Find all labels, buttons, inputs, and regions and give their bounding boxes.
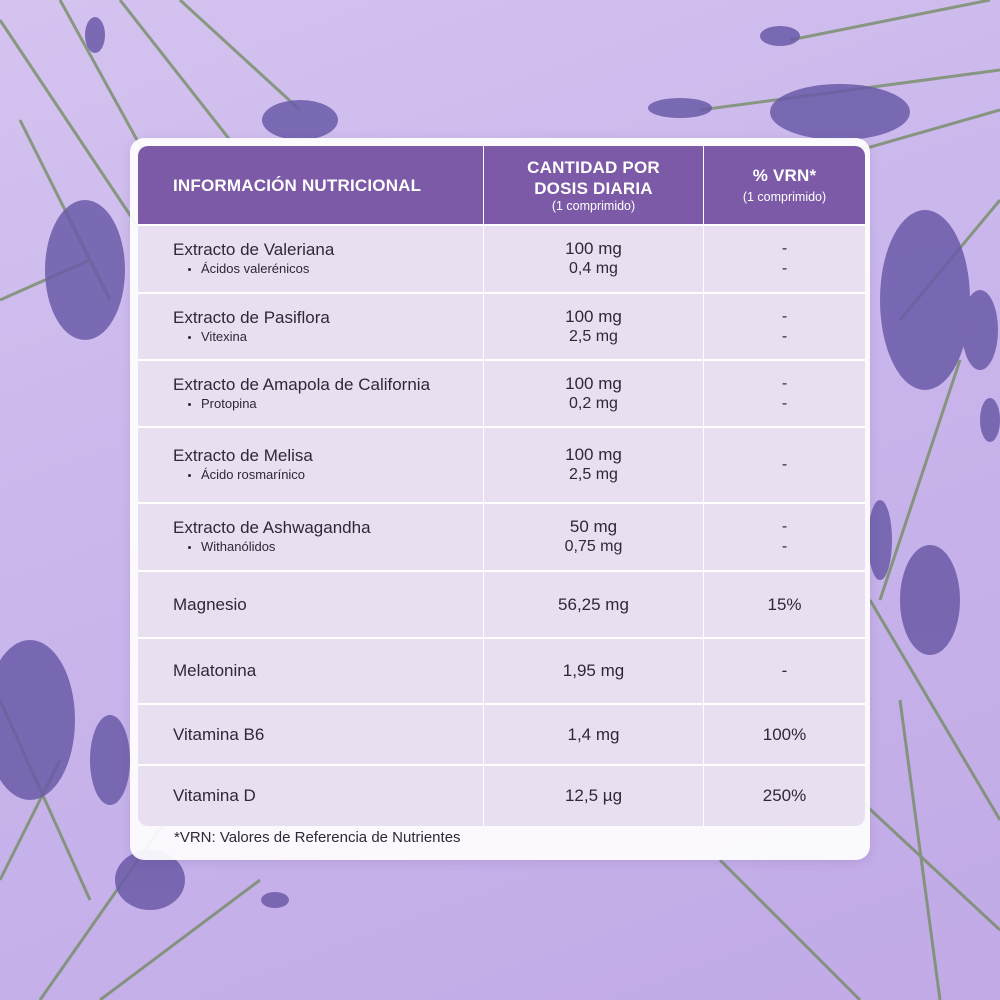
vrn-value: - <box>781 307 788 325</box>
footnote: *VRN: Valores de Referencia de Nutrientes <box>174 829 461 846</box>
amount: 1,4 mg <box>567 724 620 744</box>
amount: 50 mg <box>569 517 618 536</box>
nutrient-name: Extracto de Melisa <box>173 446 313 465</box>
table-row <box>138 570 865 637</box>
table-row <box>138 224 865 292</box>
sub-amount: 0,4 mg <box>569 260 618 277</box>
nutrient-name: Extracto de Ashwagandha <box>173 518 371 537</box>
sub-amount: 2,5 mg <box>569 327 618 345</box>
header-vrn: % VRN* (1 comprimido) <box>742 166 827 204</box>
sub-nutrient: Withanólidos <box>173 538 483 556</box>
sub-amount: 0,75 mg <box>564 538 623 555</box>
nutrient-name: Magnesio <box>173 594 247 614</box>
bullet-icon <box>188 546 191 549</box>
vrn-value: 15% <box>767 594 802 614</box>
bullet-icon <box>188 268 191 271</box>
bullet-icon <box>188 474 191 477</box>
table-row <box>138 703 865 764</box>
vrn-value: 250% <box>762 786 807 805</box>
amount: 100 mg <box>565 306 622 326</box>
bullet-icon <box>188 403 191 406</box>
nutrient-name: Extracto de Pasiflora <box>173 307 330 327</box>
nutrient-name: Extracto de Amapola de California <box>173 374 431 394</box>
nutrient-name: Vitamina B6 <box>173 724 265 744</box>
vrn-value: - <box>781 456 788 473</box>
sub-nutrient: Ácido rosmarínico <box>173 466 483 484</box>
table-row <box>138 637 865 703</box>
sub-nutrient: Ácidos valerénicos <box>173 260 483 278</box>
nutrient-name: Melatonina <box>173 661 257 680</box>
sub-nutrient: Protopina <box>173 395 483 413</box>
sub-amount: 0,2 mg <box>569 394 618 412</box>
amount: 56,25 mg <box>558 594 629 614</box>
vrn-value: - <box>781 374 788 392</box>
sub-nutrient: Vitexina <box>173 328 483 346</box>
amount: 100 mg <box>565 239 622 258</box>
vrn-value: - <box>781 661 788 680</box>
sub-amount: 2,5 mg <box>569 466 618 483</box>
nutrition-table <box>138 146 865 826</box>
sub-vrn-value: - <box>781 260 788 277</box>
vrn-value: 100% <box>762 724 807 744</box>
table-row <box>138 502 865 570</box>
amount: 1,95 mg <box>562 661 625 680</box>
vrn-value: - <box>781 518 788 535</box>
table-row <box>138 292 865 359</box>
bullet-icon <box>188 336 191 339</box>
sub-vrn-value: - <box>781 394 788 412</box>
sub-vrn-value: - <box>781 538 788 555</box>
header-nutrition-info: INFORMACIÓN NUTRICIONAL <box>138 146 484 224</box>
table-row <box>138 764 865 826</box>
sub-vrn-value: - <box>781 327 788 345</box>
table-row <box>138 426 865 502</box>
vrn-value: - <box>781 240 788 257</box>
amount: 100 mg <box>565 445 622 464</box>
nutrient-name: Vitamina D <box>173 786 256 805</box>
table-header <box>138 146 865 224</box>
nutrient-name: Extracto de Valeriana <box>173 240 335 259</box>
header-amount: CANTIDAD POR DOSIS DIARIA (1 comprimido) <box>484 146 704 224</box>
amount: 12,5 µg <box>564 786 623 805</box>
table-row <box>138 359 865 426</box>
amount: 100 mg <box>565 373 622 393</box>
